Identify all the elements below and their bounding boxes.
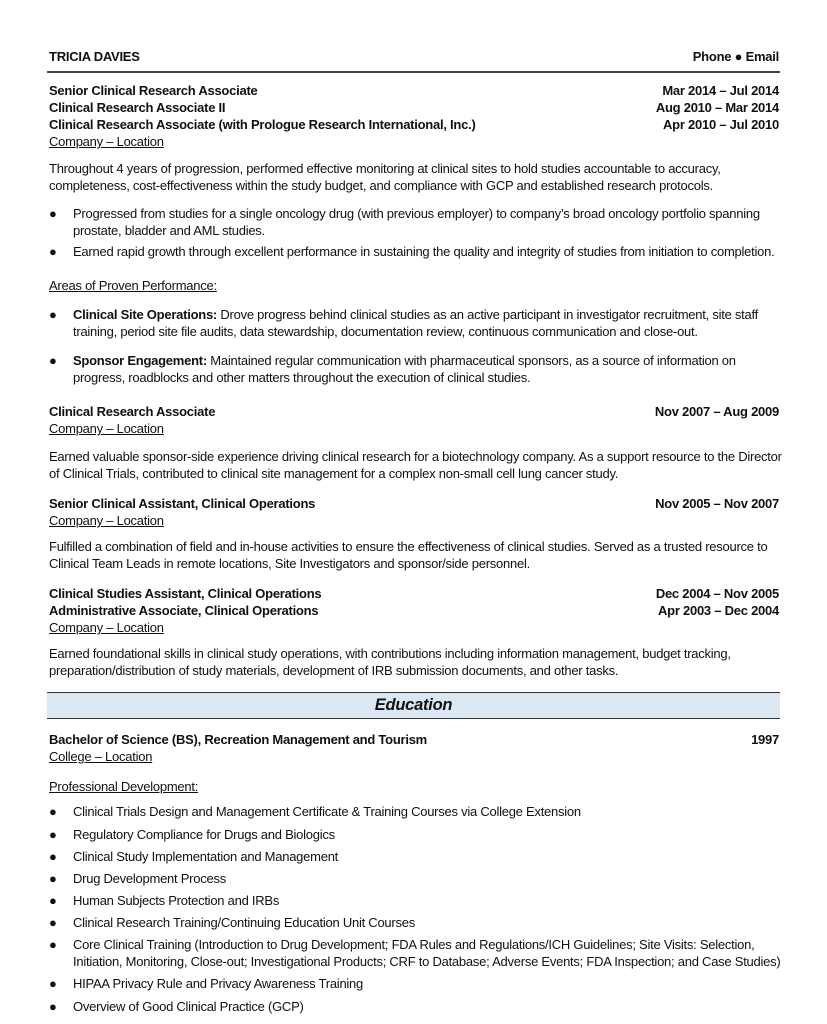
areas-heading: Areas of Proven Performance: [49,278,217,293]
job-summary: Fulfilled a combination of field and in-house activities to ensure the effectiveness of clinical studies. Served as a trusted resource to Clinical Team Leads in remote locations, Site Investigators and sponsor/side personnel. [49,539,768,571]
area-text: Drove progress behind clinical studies as an active participant in investigator recruitment, site staff training, period site file audits, data stewardship, documentation review, continuous communication and close-out. [73,307,758,339]
school-location: College – Location [49,749,153,764]
bullet-icon: ● [49,849,57,864]
job-title: Clinical Studies Assistant, Clinical Operations [49,586,322,601]
bullet-icon: ● [49,937,57,952]
list-item-text: HIPAA Privacy Rule and Privacy Awareness Training [73,976,364,991]
job-dates: Mar 2014 – Jul 2014 [662,83,779,98]
area-label: Sponsor Engagement: [73,353,207,368]
job-summary: Earned valuable sponsor-side experience driving clinical research for a biotechnology company. As a support resource to the Director of Clinical Trials, contributed to clinical site management for a complex non-small cell lung cancer study. [49,449,782,481]
company-location: Company – Location [49,134,164,149]
list-item-text: Core Clinical Training (Introduction to Drug Development; FDA Rules and Regulations/ICH Guidelines; Site Visits: Selection, Initiation, Monitoring, Close-out; Investigational Products; CRF to Database; Adverse Events; FDA Inspection; and Case Studies) [73,937,781,969]
bullet-icon: ● [49,206,57,221]
job-summary: Earned foundational skills in clinical study operations, with contributions including information management, budget tracking, preparation/distribution of study materials, development of IRB submission documents, and other tasks. [49,646,731,678]
bullet-icon: ● [49,353,57,368]
job-title: Clinical Research Associate [49,404,216,419]
education-heading: Education [374,696,453,714]
bullet-icon: ● [49,976,57,991]
job-dates: Nov 2005 – Nov 2007 [655,496,779,511]
bullet-text [73,306,785,340]
job-dates: Aug 2010 – Mar 2014 [655,100,779,115]
job-summary: Throughout 4 years of progression, performed effective monitoring at clinical sites to hold studies accountable to accuracy, completeness, cost-effectiveness within the study budget, and compliance with GCP and established research protocols. [49,161,721,193]
header-rule [47,71,780,73]
job-dates: Apr 2003 – Dec 2004 [657,603,779,618]
job-dates: Dec 2004 – Nov 2005 [655,586,779,601]
bullet-icon: ● [49,999,57,1014]
company-location: Company – Location [49,513,164,528]
list-item-text: Human Subjects Protection and IRBs [73,893,280,908]
area-label: Clinical Site Operations: [73,307,218,322]
job-dates: Apr 2010 – Jul 2010 [663,117,779,132]
bullet-icon: ● [49,893,57,908]
list-item-text: Clinical Study Implementation and Management [73,849,339,864]
bullet-text: Progressed from studies for a single oncology drug (with previous employer) to company’s broad oncology portfolio spanning prostate, bladder and AML studies. [73,206,760,238]
bullet-icon: ● [49,871,57,886]
job-dates: Nov 2007 – Aug 2009 [654,404,779,419]
job-title: Administrative Associate, Clinical Operations [49,603,319,618]
company-location: Company – Location [49,421,164,436]
bullet-icon: ● [49,915,57,930]
company-location: Company – Location [49,620,164,635]
list-item-text: Drug Development Process [73,871,226,886]
job-title: Senior Clinical Research Associate [49,83,258,98]
bullet-text [73,352,785,386]
list-item-text: Clinical Trials Design and Management Certificate & Training Courses via College Extension [73,804,581,819]
degree: Bachelor of Science (BS), Recreation Management and Tourism [49,732,427,747]
job-title: Clinical Research Associate (with Prologue Research International, Inc.) [49,117,476,132]
list-item-text: Overview of Good Clinical Practice (GCP) [73,999,304,1014]
bullet-text: Earned rapid growth through excellent performance in sustaining the quality and integrity of studies from initiation to completion. [73,244,775,259]
list-item-text: Regulatory Compliance for Drugs and Biologics [73,827,335,842]
list-item-text: Clinical Research Training/Continuing Education Unit Courses [73,915,415,930]
bullet-icon: ● [49,307,57,322]
degree-year: 1997 [751,732,779,747]
job-title: Clinical Research Associate II [49,100,226,115]
bullet-icon: ● [49,827,57,842]
bullet-icon: ● [49,244,57,259]
bullet-icon: ● [49,804,57,819]
area-text: Maintained regular communication with pharmaceutical sponsors, as a source of information on progress, roadblocks and other matters throughout the execution of clinical studies. [73,353,736,385]
education-section-header [47,692,780,719]
contact-info: Phone ● Email [692,49,779,64]
professional-development-heading: Professional Development: [49,779,199,794]
job-title: Senior Clinical Assistant, Clinical Operations [49,496,316,511]
candidate-name: TRICIA DAVIES [49,49,140,64]
